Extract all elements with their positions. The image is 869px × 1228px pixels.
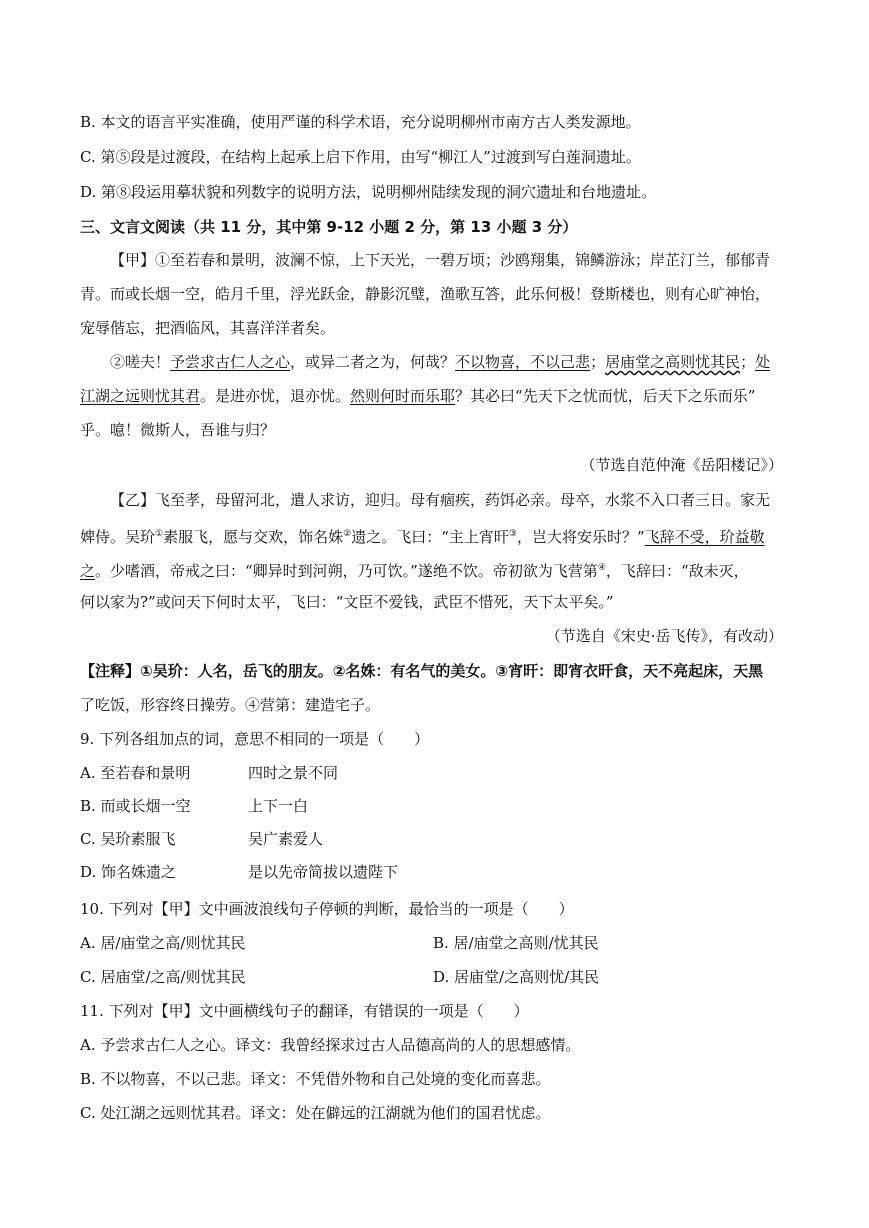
- passage-jia-line: 乎。噫！微斯人，吾谁与归？: [80, 421, 276, 439]
- source-jia: （节选自范仲淹《岳阳楼记》）: [580, 456, 783, 474]
- q11-option-a: A. 予尝求古仁人之心。译文：我曾经探求过古人品德高尚的人的思想感情。: [80, 1036, 581, 1054]
- passage-yi-line: 婢侍。吴玠①素服飞，愿与交欢，饰名姝②遗之。飞曰：“主上宵旰③，岂大将安乐时？”飞辞不受，玠益敬: [80, 528, 765, 546]
- q10-option-b: B. 居/庙堂之高则/忧其民: [433, 934, 599, 952]
- q9-option-b-right: 上下一白: [248, 797, 309, 815]
- underlined-sentence: 处: [755, 353, 771, 371]
- q9-option-a-right: 四时之景不同: [248, 764, 339, 782]
- passage-yi-line: 【乙】飞至孝，母留河北，遣人求访，迎归。母有痼疾，药饵必亲。母卒，水浆不入口者三日。家无: [110, 491, 771, 509]
- source-yi: （节选自《宋史·岳飞传》，有改动）: [545, 627, 783, 645]
- note-mark: ③: [508, 529, 517, 539]
- underlined-sentence: 飞辞不受，玠益敬: [644, 528, 765, 546]
- prev-option-b: B. 本文的语言平实准确，使用严谨的科学术语，充分说明柳州市南方古人类发源地。: [80, 113, 641, 131]
- q10-option-a: A. 居/庙堂之高/则忧其民: [80, 934, 246, 952]
- prev-option-c: C. 第⑤段是过渡段，在结构上起承上启下作用，由写“柳江人”过渡到写白莲洞遗址。: [80, 148, 641, 166]
- q9-option-b-left: B. 而或长烟一空: [80, 797, 191, 815]
- underlined-sentence: 不以物喜，不以己悲: [455, 353, 591, 371]
- note-mark: ④: [597, 563, 606, 573]
- underlined-sentence: 江湖之远则忧其君: [80, 387, 201, 405]
- passage-jia-line: 宠辱偕忘，把酒临风，其喜洋洋者矣。: [80, 319, 336, 337]
- notes-line: 【注释】①吴玠：人名，岳飞的朋友。②名姝：有名气的美女。③宵旰：即宵衣旰食，天不亮起床，天黑: [80, 662, 764, 680]
- q9-option-d-right: 是以先帝简拔以遗陛下: [248, 863, 399, 881]
- q9-option-d-left: D. 饰名姝遗之: [80, 863, 177, 881]
- q11-option-c: C. 处江湖之远则忧其君。译文：处在僻远的江湖就为他们的国君忧虑。: [80, 1104, 551, 1122]
- q11-option-b: B. 不以物喜，不以己悲。译文：不凭借外物和自己处境的变化而喜悲。: [80, 1070, 551, 1088]
- underlined-sentence: 之: [80, 562, 96, 580]
- q9-option-a-left: A. 至若春和景明: [80, 764, 191, 782]
- q9-option-c-left: C. 吴玠素服飞: [80, 830, 176, 848]
- passage-yi-line: 何以家为?”或问天下何时太平，飞曰：“文臣不爱钱，武臣不惜死，天下太平矣。”: [80, 593, 614, 611]
- passage-jia-line: 江湖之远则忧其君。是进亦忧，退亦忧。然则何时而乐耶？其必曰“先天下之忧而忧，后天下之乐而乐”: [80, 387, 756, 405]
- wavy-underlined-sentence: 居庙堂之高则忧其民: [605, 353, 741, 371]
- passage-jia-line: 青。而或长烟一空，皓月千里，浮光跃金，静影沉璧，渔歌互答，此乐何极！登斯楼也，则有心旷神怡，: [80, 285, 771, 303]
- note-mark: ①: [155, 529, 164, 539]
- question-9-stem: 9. 下列各组加点的词，意思不相同的一项是（ ）: [80, 730, 430, 748]
- section-title: 三、文言文阅读（共 11 分，其中第 9-12 小题 2 分，第 13 小题 3 分）: [80, 218, 578, 236]
- prev-option-d: D. 第⑧段运用摹状貌和列数字的说明方法，说明柳州陆续发现的洞穴遗址和台地遗址。: [80, 183, 657, 201]
- q10-option-d: D. 居庙堂/之高则忧/其民: [433, 968, 600, 986]
- q10-option-c: C. 居庙堂/之高/则忧其民: [80, 968, 246, 986]
- q9-option-c-right: 吴广素爱人: [248, 830, 324, 848]
- question-10-stem: 10. 下列对【甲】文中画波浪线句子停顿的判断，最恰当的一项是（ ）: [80, 900, 574, 918]
- underlined-sentence: 然则何时而乐耶: [350, 387, 456, 405]
- note-mark: ②: [343, 529, 352, 539]
- passage-jia-line: ②嗟夫！予尝求古仁人之心，或异二者之为，何哉？不以物喜，不以己悲；居庙堂之高则忧其民；处: [110, 353, 771, 371]
- underlined-sentence: 予尝求古仁人之心: [170, 353, 291, 371]
- question-11-stem: 11. 下列对【甲】文中画横线句子的翻译，有错误的一项是（ ）: [80, 1002, 529, 1020]
- passage-yi-line: 之。少嗜酒，帝戒之曰：“卿异时到河朔，乃可饮。”遂绝不饮。帝初欲为飞营第④，飞辞曰：“敌未灭，: [80, 562, 749, 580]
- notes-line: 了吃饭，形容终日操劳。④营第：建造宅子。: [80, 696, 381, 714]
- passage-jia-line: 【甲】①至若春和景明，波澜不惊，上下天光，一碧万顷；沙鸥翔集，锦鳞游泳；岸芷汀兰，郁郁青: [110, 251, 771, 269]
